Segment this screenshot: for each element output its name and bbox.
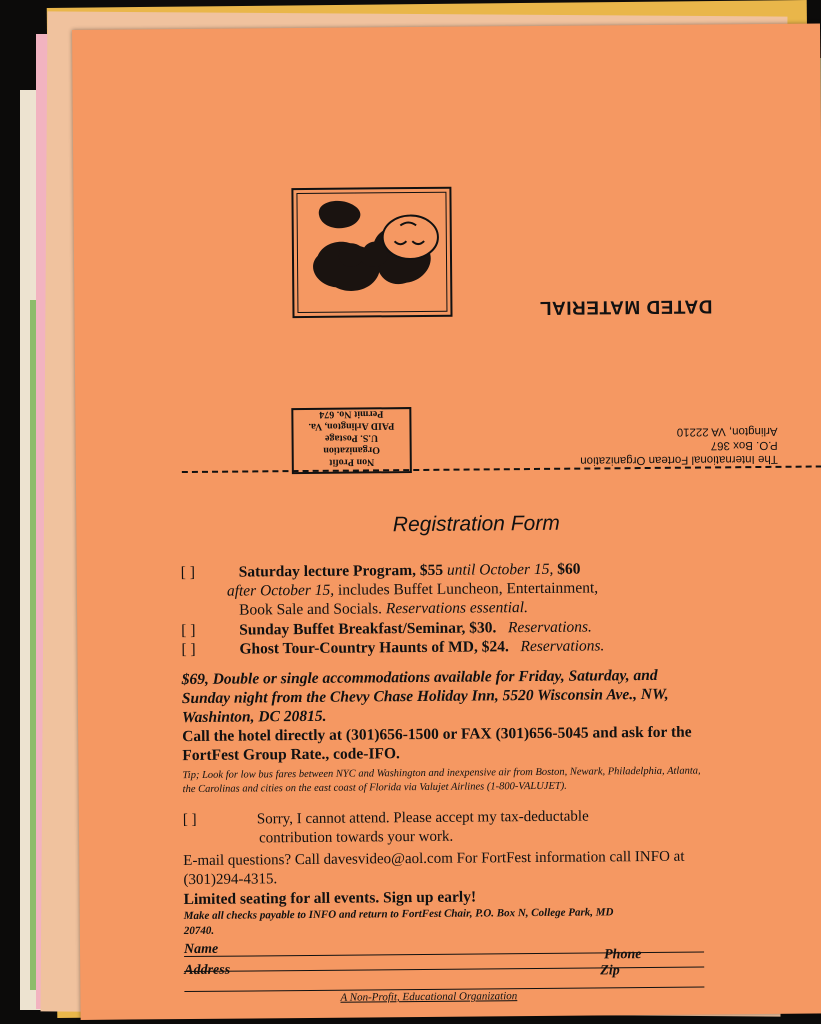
name-label: Name — [183, 941, 219, 958]
checkbox[interactable]: [ ] — [182, 811, 197, 829]
option-description: Book Sale and Socials. — [238, 600, 383, 619]
postage-indicia — [291, 407, 412, 474]
postage-line: U.S. Postage — [324, 432, 379, 444]
address-label: Address — [184, 962, 231, 979]
hotel-accommodations: $69, Double or single accommodations available for Friday, Saturday, and Sunday night from the Chevy Chase Holiday Inn, 5520 Wisconsin Ave., NW, Washinton, DC 20815. — [181, 666, 669, 727]
option-description: includes Buffet Luncheon, Entertainment, — [337, 579, 599, 599]
donation-option[interactable] — [183, 806, 723, 849]
phone-label: Phone — [604, 947, 642, 963]
postage-line: PAID Arlington, Va. — [308, 420, 395, 432]
donation-text: contribution towards your work. — [258, 828, 454, 847]
option-saturday[interactable] — [181, 558, 721, 620]
registration-sheet — [72, 23, 821, 1019]
postage-line: Permit No. 674 — [319, 408, 384, 420]
option-note: Reservations. — [520, 637, 605, 656]
checks-payable: Make all checks payable to INFO and return to FortFest Chair, P.O. Box N, College Park, MD 20740. — [183, 906, 614, 938]
return-address — [580, 424, 778, 468]
return-address-line: Arlington, VA 22210 — [676, 424, 778, 438]
organization-logo — [291, 187, 452, 318]
option-price: $60 — [557, 560, 581, 578]
option-note: Reservations essential. — [385, 599, 529, 618]
mailing-panel — [72, 23, 821, 500]
email-info: E-mail questions? Call davesvideo@aol.com For FortFest information call INFO at (301)294-4315. — [183, 848, 685, 889]
dated-material-label: DATED MATERIAL — [539, 295, 713, 318]
option-label: Saturday lecture Program, $55 — [238, 561, 444, 581]
hotel-call: Call the hotel directly at (301)656-1500 or FAX (301)656-5045 and ask for the FortFest Group Rate., code-IFO. — [182, 723, 692, 765]
option-ghost-tour[interactable] — [181, 636, 604, 659]
return-address-line: The International Fortean Organization — [580, 452, 778, 467]
option-label: Sunday Buffet Breakfast/Seminar, $30. — [239, 619, 497, 639]
zip-label: Zip — [600, 963, 620, 979]
postage-line: Non Profit — [329, 456, 375, 468]
option-note: after October 15, — [226, 581, 335, 600]
hotel-info — [182, 666, 703, 766]
option-label: Ghost Tour-Country Haunts of MD, $24. — [239, 638, 509, 658]
option-note: until October 15, — [446, 560, 554, 579]
option-note: Reservations. — [507, 618, 592, 637]
footer-note: A Non-Profit, Educational Organization — [340, 990, 518, 1004]
travel-tip: Tip; Look for low bus fares between NYC and Washington and inexpensive air from Boston, Newark, Philadelphia, Atlanta, the Carolinas and cities on the east coast of Florida via Valujet Airlines (1-800-VALUJET). — [182, 765, 701, 796]
donation-text: Sorry, I cannot attend. Please accept my tax-deductable — [256, 808, 589, 828]
phone-field[interactable] — [184, 967, 704, 973]
checkbox[interactable]: [ ] — [181, 640, 196, 659]
rock-creatures-icon — [297, 193, 446, 312]
checkbox[interactable]: [ ] — [180, 563, 196, 582]
postage-line: Organization — [323, 444, 381, 456]
form-title: Registration Form — [392, 511, 560, 537]
limited-seating: Limited seating for all events. Sign up early! — [183, 888, 477, 909]
checkbox[interactable]: [ ] — [181, 621, 196, 640]
return-address-line: P.O. Box 367 — [710, 438, 778, 452]
